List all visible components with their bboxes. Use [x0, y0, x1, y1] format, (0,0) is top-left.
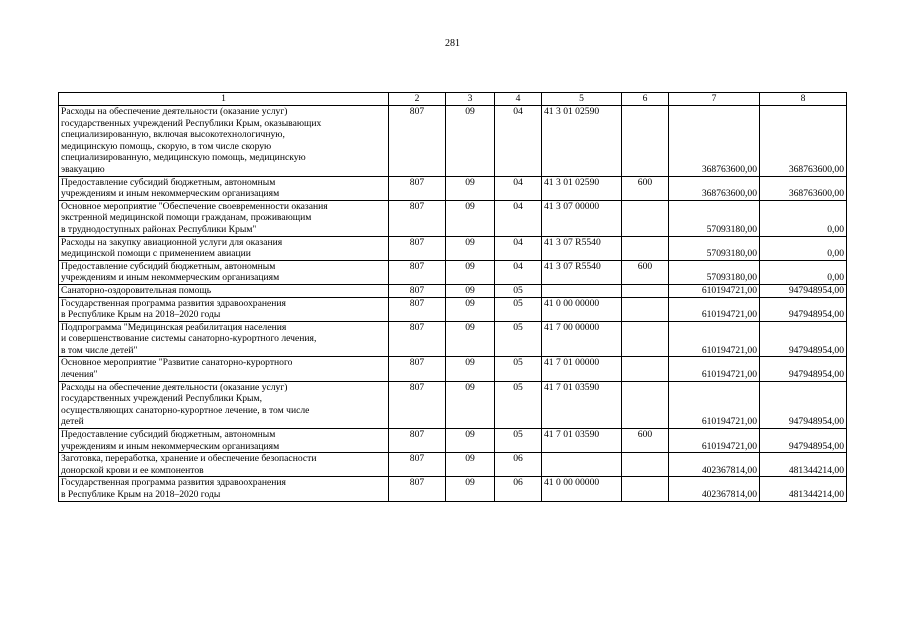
- expense-type-cell: [622, 477, 669, 501]
- amount-year2-value: 0,00: [827, 272, 844, 284]
- ministry-code-cell: 807: [389, 297, 446, 321]
- amount-year2-cell: [760, 106, 847, 177]
- target-article-cell: [542, 284, 622, 297]
- header-cell: 8: [760, 93, 847, 106]
- section-code-cell: 09: [446, 321, 495, 357]
- expense-type-cell: [622, 297, 669, 321]
- amount-year1-value: 57093180,00: [706, 272, 757, 284]
- target-article-cell: 41 3 07 00000: [542, 200, 622, 236]
- header-cell: 1: [59, 93, 389, 106]
- amount-year2-value: 0,00: [827, 223, 844, 235]
- expense-type-cell: [622, 453, 669, 477]
- subsection-code-cell: 05: [495, 284, 542, 297]
- header-cell: 3: [446, 93, 495, 106]
- expense-type-cell: [622, 357, 669, 381]
- table-row: [59, 236, 847, 260]
- target-article-cell: 41 3 01 02590: [542, 106, 622, 177]
- table-row: [59, 284, 847, 297]
- amount-year1-value: 610194721,00: [701, 416, 757, 428]
- target-article-cell: 41 3 07 R5540: [542, 260, 622, 284]
- row-name-cell: Предоставление субсидий бюджетным, автономным учреждениям и иным некоммерческим организациям: [59, 429, 389, 453]
- subsection-code-cell: 05: [495, 429, 542, 453]
- section-code-cell: 09: [446, 453, 495, 477]
- expense-type-cell: [622, 381, 669, 428]
- target-article-cell: 41 7 00 00000: [542, 321, 622, 357]
- expense-type-cell: [622, 284, 669, 297]
- amount-year2-cell: [760, 453, 847, 477]
- section-code-cell: 09: [446, 357, 495, 381]
- amount-year2-value: 947948954,00: [788, 440, 844, 452]
- table-row: [59, 453, 847, 477]
- amount-year2-cell: [760, 321, 847, 357]
- expense-type-cell: [622, 200, 669, 236]
- section-code-cell: 09: [446, 106, 495, 177]
- ministry-code-cell: 807: [389, 176, 446, 200]
- amount-year1-cell: [669, 321, 760, 357]
- amount-year2-value: 368763600,00: [788, 163, 844, 175]
- subsection-code-cell: 04: [495, 200, 542, 236]
- amount-year1-cell: [669, 429, 760, 453]
- amount-year2-cell: [760, 429, 847, 453]
- ministry-code-cell: 807: [389, 429, 446, 453]
- table-row: [59, 357, 847, 381]
- row-name-cell: Основное мероприятие "Обеспечение своевременности оказания экстренной медицинской помощи гражданам, проживающим в труднодоступных районах Республики Крым": [59, 200, 389, 236]
- subsection-code-cell: 06: [495, 453, 542, 477]
- amount-year1-value: 610194721,00: [701, 440, 757, 452]
- amount-year2-cell: [760, 284, 847, 297]
- section-code-cell: 09: [446, 477, 495, 501]
- section-code-cell: 09: [446, 297, 495, 321]
- ministry-code-cell: 807: [389, 381, 446, 428]
- row-name-cell: Подпрограмма "Медицинская реабилитация населения и совершенствование системы санаторно-курортного лечения, в том числе детей": [59, 321, 389, 357]
- table-row: [59, 477, 847, 501]
- row-name-cell: Государственная программа развития здравоохранения в Республике Крым на 2018–2020 годы: [59, 477, 389, 501]
- header-cell: 6: [622, 93, 669, 106]
- table-row: [59, 429, 847, 453]
- row-name-cell: Расходы на обеспечение деятельности (оказание услуг) государственных учреждений Республики Крым, осуществляющих санаторно-курортное лечение, в том числе детей: [59, 381, 389, 428]
- amount-year1-cell: [669, 176, 760, 200]
- expense-type-cell: 600: [622, 429, 669, 453]
- subsection-code-cell: 04: [495, 236, 542, 260]
- amount-year2-cell: [760, 381, 847, 428]
- table-row: [59, 106, 847, 177]
- target-article-cell: 41 0 00 00000: [542, 297, 622, 321]
- ministry-code-cell: 807: [389, 106, 446, 177]
- target-article-cell: 41 3 01 02590: [542, 176, 622, 200]
- amount-year2-cell: [760, 176, 847, 200]
- target-article-cell: 41 7 01 00000: [542, 357, 622, 381]
- section-code-cell: 09: [446, 429, 495, 453]
- target-article-cell: 41 3 07 R5540: [542, 236, 622, 260]
- amount-year1-value: 610194721,00: [701, 309, 757, 321]
- amount-year1-value: 402367814,00: [701, 489, 757, 500]
- amount-year1-cell: [669, 236, 760, 260]
- amount-year2-value: 0,00: [827, 248, 844, 260]
- row-name-cell: Санаторно-оздоровительная помощь: [59, 284, 389, 297]
- expense-type-cell: [622, 106, 669, 177]
- section-code-cell: 09: [446, 381, 495, 428]
- amount-year2-value: 947948954,00: [788, 344, 844, 356]
- amount-year2-value: 947948954,00: [788, 284, 844, 296]
- header-row: [59, 93, 847, 106]
- ministry-code-cell: 807: [389, 477, 446, 501]
- table-row: [59, 381, 847, 428]
- budget-table: [58, 92, 847, 502]
- amount-year1-cell: [669, 200, 760, 236]
- header-cell: 2: [389, 93, 446, 106]
- subsection-code-cell: 05: [495, 381, 542, 428]
- section-code-cell: 09: [446, 236, 495, 260]
- amount-year2-cell: [760, 477, 847, 501]
- amount-year1-cell: [669, 260, 760, 284]
- row-name-cell: Предоставление субсидий бюджетным, автономным учреждениям и иным некоммерческим организациям: [59, 260, 389, 284]
- amount-year2-value: 481344214,00: [788, 464, 844, 476]
- amount-year1-cell: [669, 453, 760, 477]
- ministry-code-cell: 807: [389, 260, 446, 284]
- amount-year1-cell: [669, 381, 760, 428]
- table-row: [59, 321, 847, 357]
- row-name-cell: Заготовка, переработка, хранение и обеспечение безопасности донорской крови и ее компонентов: [59, 453, 389, 477]
- amount-year1-value: 368763600,00: [701, 188, 757, 200]
- page-number: 281: [445, 38, 460, 49]
- amount-year2-cell: [760, 260, 847, 284]
- amount-year2-cell: [760, 200, 847, 236]
- table-row: [59, 260, 847, 284]
- amount-year1-cell: [669, 297, 760, 321]
- amount-year1-value: 402367814,00: [701, 464, 757, 476]
- row-name-cell: Основное мероприятие "Развитие санаторно-курортного лечения": [59, 357, 389, 381]
- amount-year2-value: 947948954,00: [788, 416, 844, 428]
- amount-year1-value: 368763600,00: [701, 163, 757, 175]
- amount-year2-value: 947948954,00: [788, 369, 844, 381]
- expense-type-cell: [622, 321, 669, 357]
- target-article-cell: 41 7 01 03590: [542, 429, 622, 453]
- amount-year1-value: 610194721,00: [701, 344, 757, 356]
- amount-year1-cell: [669, 477, 760, 501]
- section-code-cell: 09: [446, 284, 495, 297]
- amount-year2-cell: [760, 236, 847, 260]
- expense-type-cell: [622, 236, 669, 260]
- row-name-cell: Предоставление субсидий бюджетным, автономным учреждениям и иным некоммерческим организациям: [59, 176, 389, 200]
- target-article-cell: 41 7 01 03590: [542, 381, 622, 428]
- amount-year1-cell: [669, 106, 760, 177]
- subsection-code-cell: 04: [495, 176, 542, 200]
- amount-year2-value: 947948954,00: [788, 309, 844, 321]
- ministry-code-cell: 807: [389, 236, 446, 260]
- amount-year2-value: 481344214,00: [788, 489, 844, 500]
- target-article-cell: 41 0 00 00000: [542, 477, 622, 501]
- amount-year1-value: 610194721,00: [701, 284, 757, 296]
- expense-type-cell: 600: [622, 260, 669, 284]
- subsection-code-cell: 05: [495, 357, 542, 381]
- ministry-code-cell: 807: [389, 200, 446, 236]
- header-cell: 7: [669, 93, 760, 106]
- subsection-code-cell: 05: [495, 321, 542, 357]
- ministry-code-cell: 807: [389, 357, 446, 381]
- amount-year1-cell: [669, 357, 760, 381]
- table-row: [59, 200, 847, 236]
- section-code-cell: 09: [446, 176, 495, 200]
- row-name-cell: Расходы на закупку авиационной услуги для оказания медицинской помощи с применением авиации: [59, 236, 389, 260]
- header-cell: 4: [495, 93, 542, 106]
- target-article-cell: [542, 453, 622, 477]
- subsection-code-cell: 04: [495, 260, 542, 284]
- row-name-cell: Расходы на обеспечение деятельности (оказание услуг) государственных учреждений Республики Крым, оказывающих специализированную, включая высокотехнологичную, медицинскую помощь, скорую, в том числе скорую специализированную, медицинскую помощь, медицинскую эвакуацию: [59, 106, 389, 177]
- ministry-code-cell: 807: [389, 453, 446, 477]
- table-row: [59, 176, 847, 200]
- expense-type-cell: 600: [622, 176, 669, 200]
- amount-year1-cell: [669, 284, 760, 297]
- section-code-cell: 09: [446, 260, 495, 284]
- subsection-code-cell: 04: [495, 106, 542, 177]
- ministry-code-cell: 807: [389, 321, 446, 357]
- subsection-code-cell: 06: [495, 477, 542, 501]
- row-name-cell: Государственная программа развития здравоохранения в Республике Крым на 2018–2020 годы: [59, 297, 389, 321]
- amount-year1-value: 57093180,00: [706, 223, 757, 235]
- amount-year1-value: 610194721,00: [701, 369, 757, 381]
- amount-year2-value: 368763600,00: [788, 188, 844, 200]
- section-code-cell: 09: [446, 200, 495, 236]
- ministry-code-cell: 807: [389, 284, 446, 297]
- amount-year2-cell: [760, 297, 847, 321]
- subsection-code-cell: 05: [495, 297, 542, 321]
- table-row: [59, 297, 847, 321]
- amount-year2-cell: [760, 357, 847, 381]
- header-cell: 5: [542, 93, 622, 106]
- amount-year1-value: 57093180,00: [706, 248, 757, 260]
